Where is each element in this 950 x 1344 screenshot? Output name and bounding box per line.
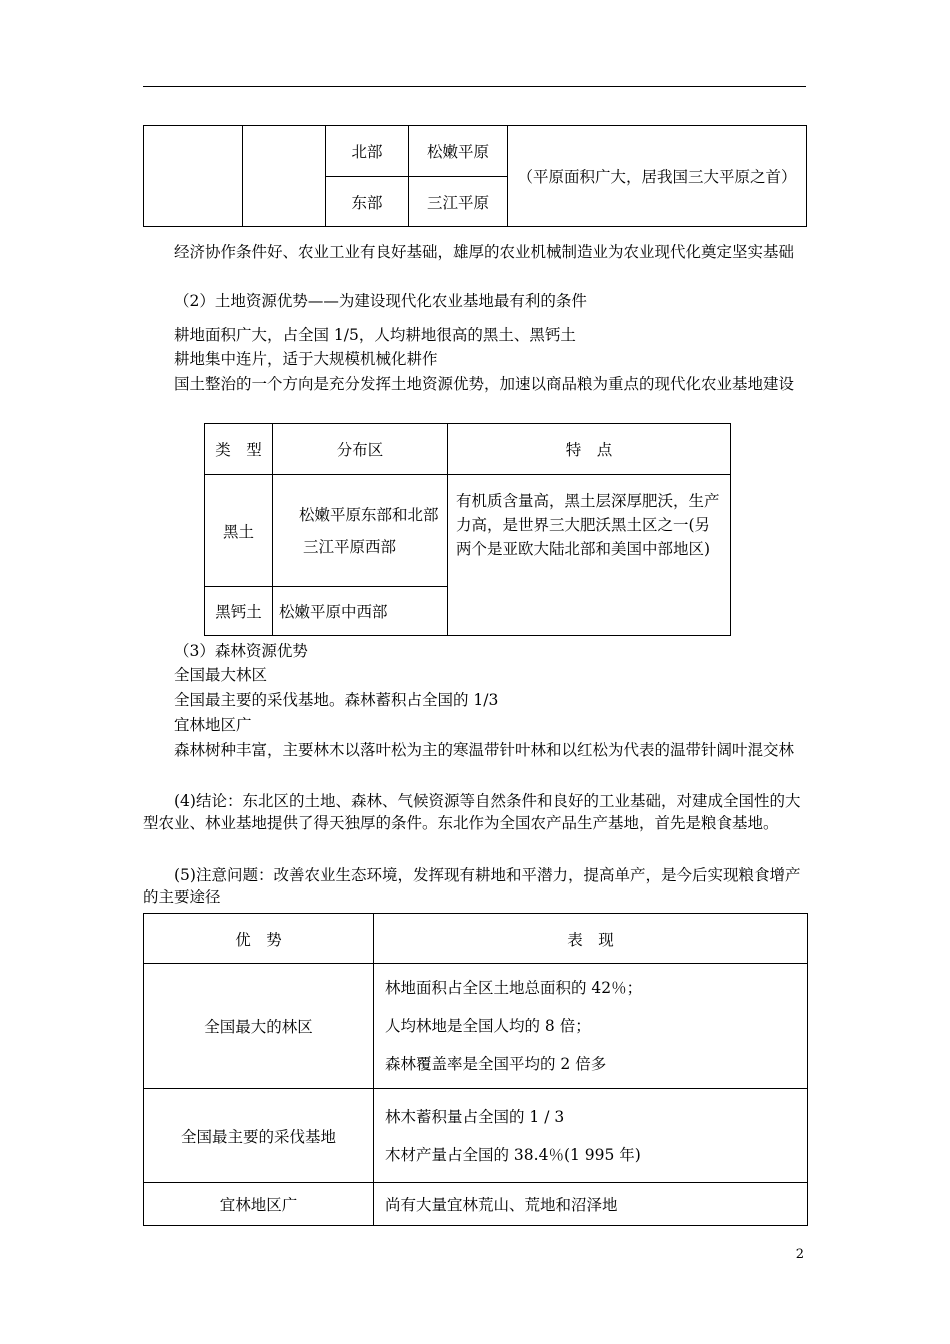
evidence-item: 木材产量占全国的 38.4％(1 995 年) xyxy=(385,1145,641,1164)
feature-cell: 有机质含量高，黑土层深厚肥沃，生产力高，是世界三大肥沃黑土区之一(另两个是亚欧大陆北部和美国中部地区) xyxy=(448,475,731,636)
evidence-item: 林地面积占全区土地总面积的 42％； xyxy=(385,979,643,997)
plain-cell: 三江平原 xyxy=(409,177,508,227)
empty-cell xyxy=(144,126,243,227)
paragraph: 宜林地区广 xyxy=(174,716,252,734)
evidence-item: 森林覆盖率是全国平均的 2 倍多 xyxy=(385,1055,607,1073)
region-cell: 北部 xyxy=(326,126,409,177)
header-cell: 表 现 xyxy=(374,914,808,964)
paragraph: 国土整治的一个方向是充分发挥土地资源优势，加速以商品粮为重点的现代化农业基地建设 xyxy=(174,375,795,393)
soil-type-cell: 黑钙土 xyxy=(205,587,273,636)
section-heading: （2）土地资源优势——为建设现代化农业基地最有利的条件 xyxy=(174,292,587,310)
header-cell: 分布区 xyxy=(273,424,448,475)
empty-cell xyxy=(243,126,326,227)
advantage-cell: 全国最主要的采伐基地 xyxy=(144,1089,374,1183)
header-rule xyxy=(143,86,806,87)
header-cell: 优 势 xyxy=(144,914,374,964)
soil-type-cell: 黑土 xyxy=(205,475,273,587)
header-cell: 类 型 xyxy=(205,424,273,475)
section-heading: （3）森林资源优势 xyxy=(174,642,308,660)
soil-table xyxy=(204,423,731,636)
paragraph: 经济协作条件好、农业工业有良好基础，雄厚的农业机械制造业为农业现代化奠定坚实基础 xyxy=(174,243,795,261)
paragraph: 全国最主要的采伐基地。森林蓄积占全国的 1/3 xyxy=(174,691,499,709)
paragraph: (5)注意问题：改善农业生态环境，发挥现有耕地和平潜力，提高单产，是今后实现粮食增产的主要途径 xyxy=(143,866,801,906)
page-number: 2 xyxy=(795,1247,804,1262)
evidence-item: 林木蓄积量占全国的 1 / 3 xyxy=(385,1107,565,1126)
paragraph: (4)结论：东北区的土地、森林、气候资源等自然条件和良好的工业基础，对建成全国性的大型农业、林业基地提供了得天独厚的条件。东北作为全国农产品生产基地，首先是粮食基地。 xyxy=(143,792,801,832)
evidence-cell: 尚有大量宜林荒山、荒地和沼泽地 xyxy=(374,1183,808,1226)
paragraph: 全国最大林区 xyxy=(174,666,268,684)
distribution-text: 松嫩平原东部和北部 xyxy=(299,505,439,524)
paragraph: 森林树种丰富，主要林木以落叶松为主的寒温带针叶林和以红松为代表的温带针阔叶混交林 xyxy=(174,741,795,759)
forest-table xyxy=(143,913,808,1226)
evidence-cell xyxy=(374,1089,808,1183)
region-cell: 东部 xyxy=(326,177,409,227)
plain-cell: 松嫩平原 xyxy=(409,126,508,177)
advantage-cell: 全国最大的林区 xyxy=(144,964,374,1089)
paragraph: 耕地集中连片，适于大规模机械化耕作 xyxy=(174,350,438,368)
distribution-cell: 松嫩平原中西部 xyxy=(273,587,448,636)
evidence-item: 人均林地是全国人均的 8 倍； xyxy=(385,1017,591,1035)
plains-table xyxy=(143,125,807,227)
header-cell: 特 点 xyxy=(448,424,731,475)
evidence-cell xyxy=(374,964,808,1089)
distribution-text: 三江平原西部 xyxy=(303,537,397,556)
paragraph: 耕地面积广大，占全国 1/5，人均耕地很高的黑土、黑钙土 xyxy=(174,326,576,344)
plain-note: （平原面积广大，居我国三大平原之首） xyxy=(508,126,807,227)
distribution-cell xyxy=(273,475,448,587)
advantage-cell: 宜林地区广 xyxy=(144,1183,374,1226)
